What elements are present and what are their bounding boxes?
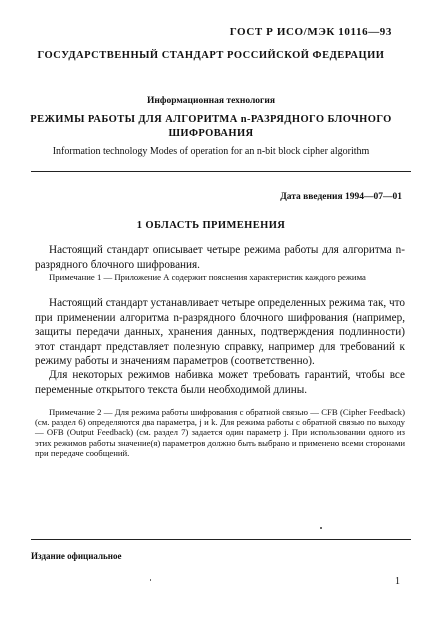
footer-divider [31, 539, 411, 540]
state-standard-title: ГОСУДАРСТВЕННЫЙ СТАНДАРТ РОССИЙСКОЙ ФЕДЕРАЦИИ [37, 50, 385, 61]
section-heading: 1 ОБЛАСТЬ ПРИМЕНЕНИЯ [136, 220, 286, 231]
official-edition-label: Издание официальное [31, 551, 122, 561]
paragraph-scope: Настоящий стандарт описывает четыре режима работы для алгоритма n-разрядного блочного шифрования. [35, 244, 405, 271]
document-subject: Информационная технология [147, 96, 275, 106]
standard-number: ГОСТ Р ИСО/МЭК 10116—93 [229, 26, 392, 38]
note-1: Примечание 1 — Приложение А содержит пояснения характеристик каждого режима [49, 272, 366, 282]
document-title-en: Information technology Modes of operation for an n-bit block cipher algorithm [52, 146, 370, 157]
scan-speck [150, 579, 151, 581]
note-2: Примечание 2 — Для режима работы шифрования с обратной связью — CFB (Cipher Feedback) (см. раздел 6) определяются два параметра, j и k. Для режима работы с обратной связью по выходу — OFB (Output Feedback) (см. раздел 7) задается один параметр j. При использовании одного из этих режимов работы значение(я) параметров должно быть выбрано и применено всеми сторонами при передаче сообщений. [35, 407, 405, 458]
page-number: 1 [395, 576, 400, 587]
paragraph-padding: Для некоторых режимов набивка может требовать гарантий, чтобы все переменные открытого текста были необходимой длины. [35, 369, 405, 396]
scan-speck [320, 527, 322, 529]
paragraph-modes: Настоящий стандарт устанавливает четыре определенных режима так, что при применении алгоритма n-разрядного блочного шифрования (например, защиты передачи данных, хранения данных, подтверждения подлинности) этот стандарт представляет полезную справку, например для требований к режиму работы и значениям параметров (соответственно). [35, 297, 405, 368]
title-divider [31, 171, 411, 172]
effective-date: Дата введения 1994—07—01 [280, 192, 402, 202]
document-title-ru: РЕЖИМЫ РАБОТЫ ДЛЯ АЛГОРИТМА n-РАЗРЯДНОГО БЛОЧНОГО ШИФРОВАНИЯ [30, 114, 392, 139]
